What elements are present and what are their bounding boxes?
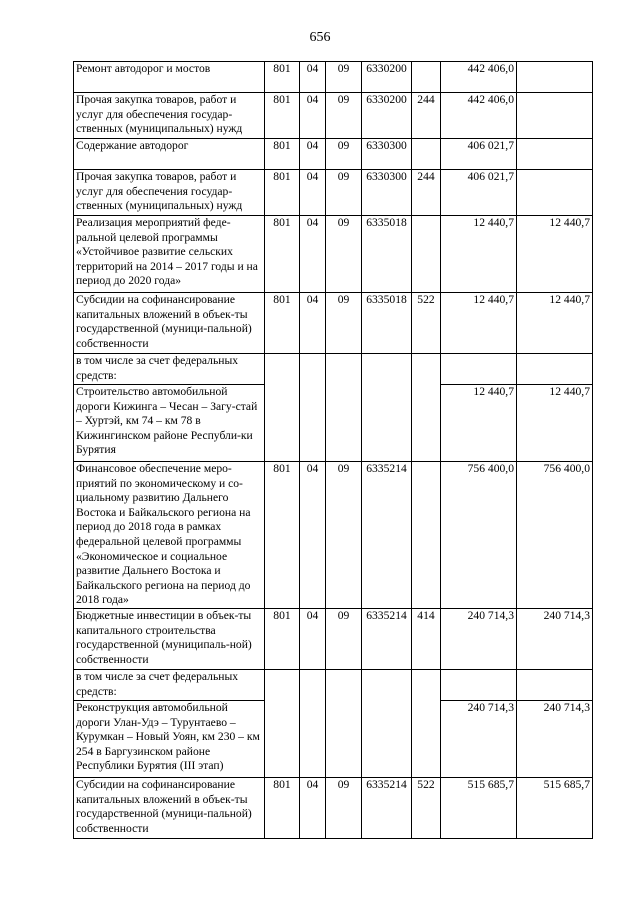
row-name: в том числе за счет федеральных средств: [74,354,265,385]
empty-cell [300,354,326,462]
subsection-code: 09 [326,170,362,216]
empty-cell [326,669,362,777]
amount-total: 240 714,3 [441,700,517,777]
expense-type-code [412,62,441,93]
row-name: Строительство автомобильной дороги Кижинга – Чесан – Загу-стай – Хуртэй, км 74 – км 78 в Кижингинском районе Республи-ки Бурятия [74,385,265,462]
target-article-code: 6335214 [362,777,412,838]
empty-cell [412,354,441,462]
subsection-code: 09 [326,216,362,293]
expense-type-code: 244 [412,93,441,139]
row-name: в том числе за счет федеральных средств: [74,669,265,700]
amount-total: 756 400,0 [441,462,517,609]
empty-cell [300,669,326,777]
table-row [74,669,593,700]
amount-federal: 756 400,0 [517,462,593,609]
row-name: Содержание автодорог [74,139,265,170]
target-article-code: 6330300 [362,139,412,170]
row-name: Субсидии на софинансирование капитальных вложений в объек-ты государственной (муници-пальной) собственности [74,777,265,838]
section-code: 04 [300,93,326,139]
amount-total: 12 440,7 [441,293,517,354]
budget-table [73,61,593,839]
row-name: Прочая закупка товаров, работ и услуг для обеспечения государ-ственных (муниципальных) нужд [74,93,265,139]
row-name: Бюджетные инвестиции в объек-ты капитального строительства государственной (муниципаль-ной) собственности [74,608,265,669]
target-article-code: 6330200 [362,93,412,139]
expense-type-code: 414 [412,608,441,669]
subsection-code: 09 [326,462,362,609]
subsection-code: 09 [326,62,362,93]
row-name: Реконструкция автомобильной дороги Улан-Удэ – Турунтаево – Курумкан – Новый Уоян, км 230 – км 254 в Баргузинском районе Республики Бурятия (III этап) [74,700,265,777]
table-row [74,608,593,669]
department-code: 801 [265,777,300,838]
section-code: 04 [300,608,326,669]
department-code: 801 [265,139,300,170]
amount-total [441,354,517,385]
table-row [74,293,593,354]
amount-federal [517,93,593,139]
expense-type-code: 244 [412,170,441,216]
amount-federal [517,669,593,700]
expense-type-code [412,139,441,170]
amount-federal [517,170,593,216]
amount-federal [517,62,593,93]
department-code: 801 [265,462,300,609]
amount-federal: 12 440,7 [517,293,593,354]
amount-total: 240 714,3 [441,608,517,669]
row-name: Реализация мероприятий феде-ральной целевой программы «Устойчивое развитие сельских территорий на 2014 – 2017 годы и на период до 2020 года» [74,216,265,293]
amount-federal: 12 440,7 [517,385,593,462]
expense-type-code [412,216,441,293]
empty-cell [265,354,300,462]
page-number: 656 [309,30,331,45]
table-row [74,462,593,609]
amount-total: 442 406,0 [441,62,517,93]
row-name: Прочая закупка товаров, работ и услуг для обеспечения государ-ственных (муниципальных) нужд [74,170,265,216]
target-article-code: 6335214 [362,608,412,669]
empty-cell [362,669,412,777]
row-name: Ремонт автодорог и мостов [74,62,265,93]
section-code: 04 [300,139,326,170]
target-article-code: 6330200 [362,62,412,93]
amount-total: 12 440,7 [441,385,517,462]
amount-total [441,669,517,700]
subsection-code: 09 [326,293,362,354]
amount-total: 515 685,7 [441,777,517,838]
expense-type-code: 522 [412,777,441,838]
target-article-code: 6335018 [362,293,412,354]
department-code: 801 [265,93,300,139]
target-article-code: 6335214 [362,462,412,609]
target-article-code: 6335018 [362,216,412,293]
table-row [74,170,593,216]
section-code: 04 [300,777,326,838]
row-name: Субсидии на софинансирование капитальных вложений в объек-ты государственной (муници-пальной) собственности [74,293,265,354]
amount-federal: 240 714,3 [517,700,593,777]
amount-total: 406 021,7 [441,139,517,170]
subsection-code: 09 [326,608,362,669]
empty-cell [265,669,300,777]
section-code: 04 [300,462,326,609]
department-code: 801 [265,608,300,669]
subsection-code: 09 [326,93,362,139]
expense-type-code [412,462,441,609]
table-row [74,93,593,139]
target-article-code: 6330300 [362,170,412,216]
section-code: 04 [300,62,326,93]
empty-cell [362,354,412,462]
table-row [74,139,593,170]
section-code: 04 [300,293,326,354]
row-name: Финансовое обеспечение меро-приятий по экономическому и со-циальному развитию Дальнего Востока и Байкальского региона на период до 2018 года в рамках федеральной целевой программы «Экономическое и социальное развитие Дальнего Востока и Байкальского региона на период до 2018 года» [74,462,265,609]
amount-total: 12 440,7 [441,216,517,293]
department-code: 801 [265,216,300,293]
table-row [74,354,593,385]
amount-federal: 515 685,7 [517,777,593,838]
amount-federal [517,139,593,170]
amount-total: 406 021,7 [441,170,517,216]
table-row [74,62,593,93]
table-row [74,777,593,838]
expense-type-code: 522 [412,293,441,354]
department-code: 801 [265,170,300,216]
subsection-code: 09 [326,139,362,170]
empty-cell [412,669,441,777]
department-code: 801 [265,293,300,354]
amount-federal: 12 440,7 [517,216,593,293]
section-code: 04 [300,170,326,216]
amount-federal [517,354,593,385]
amount-total: 442 406,0 [441,93,517,139]
section-code: 04 [300,216,326,293]
table-row [74,216,593,293]
amount-federal: 240 714,3 [517,608,593,669]
empty-cell [326,354,362,462]
subsection-code: 09 [326,777,362,838]
department-code: 801 [265,62,300,93]
